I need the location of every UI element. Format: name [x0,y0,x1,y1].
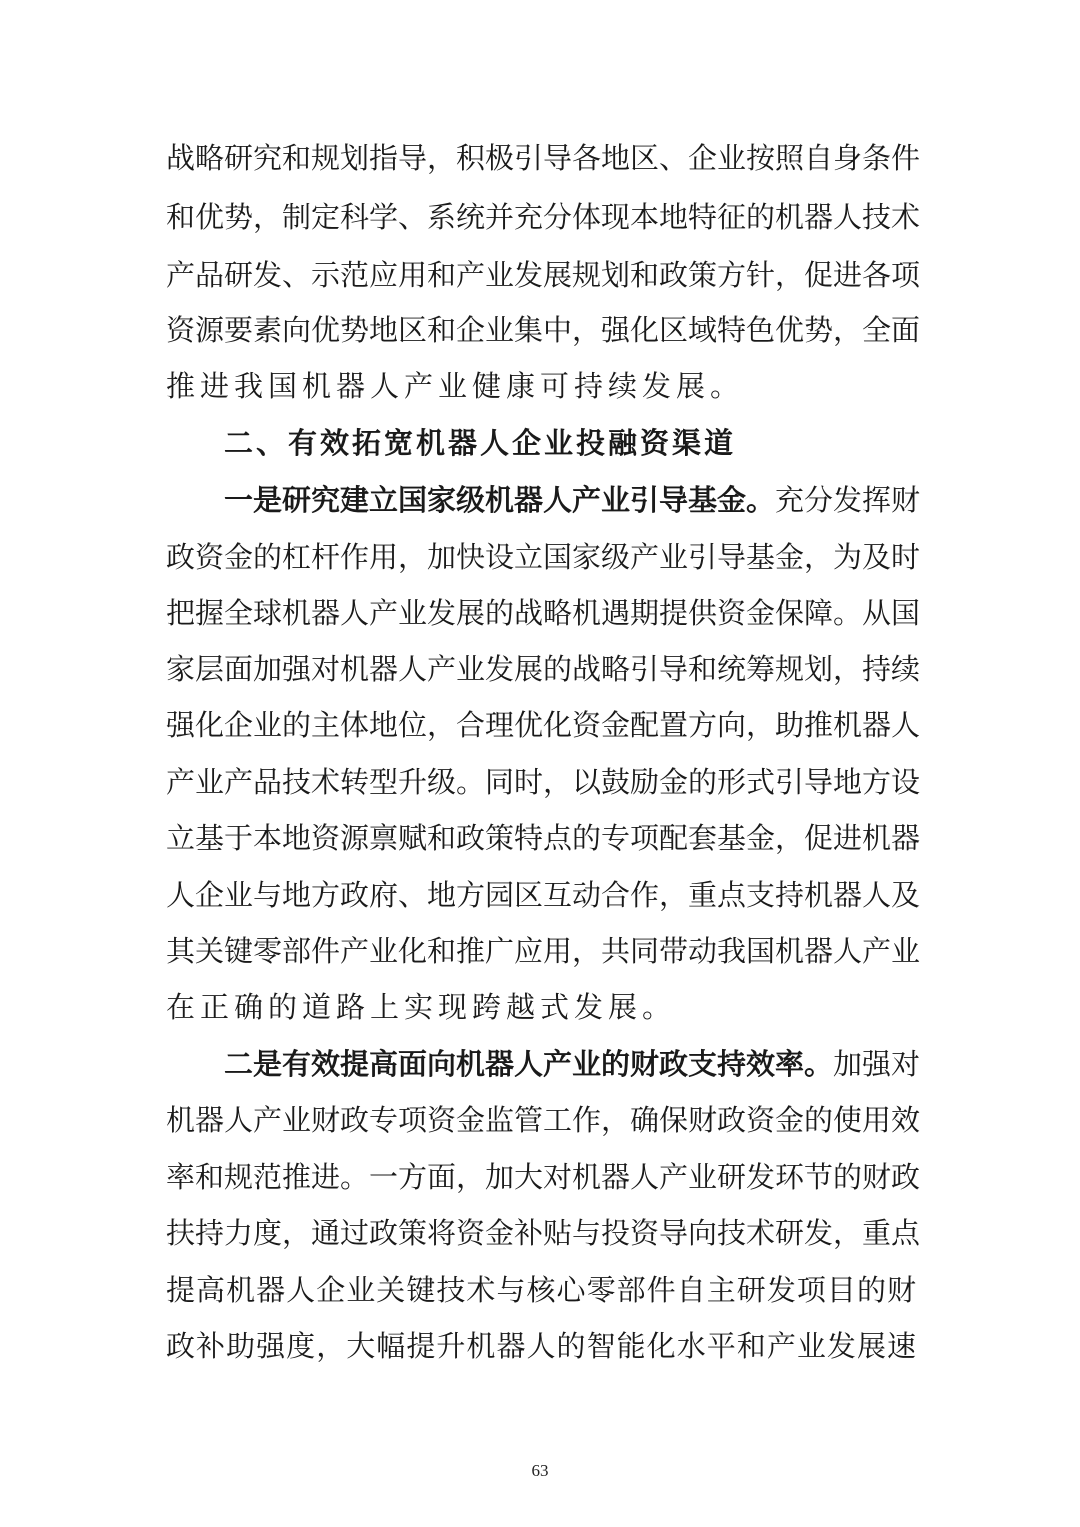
item2-first-line [224,1044,921,1084]
paragraph-line: 其关键零部件产业化和推广应用，共同带动我国机器人产业 [166,934,921,968]
item1-first-line-rest: 充分发挥财 [775,483,921,517]
paragraph-line: 产业产品技术转型升级。同时，以鼓励金的形式引导地方设 [166,765,921,799]
paragraph-line: 强化企业的主体地位，合理优化资金配置方向，助推机器人 [166,708,921,742]
item2-first-line-rest: 加强对 [833,1047,921,1081]
paragraph-line: 机器人产业财政专项资金监管工作，确保财政资金的使用效 [166,1103,921,1137]
paragraph-line: 资源要素向优势地区和企业集中，强化区域特色优势，全面 [166,313,921,347]
paragraph-line: 战略研究和规划指导，积极引导各地区、企业按照自身条件 [166,141,921,175]
paragraph-line: 推进我国机器人产业健康可持续发展。 [166,369,745,403]
section-heading: 二、有效拓宽机器人企业投融资渠道 [224,426,737,460]
paragraph-line: 人企业与地方政府、地方园区互动合作，重点支持机器人及 [166,878,921,912]
paragraph-line: 在正确的道路上实现跨越式发展。 [166,990,677,1024]
paragraph-line: 政资金的杠杆作用，加快设立国家级产业引导基金，为及时 [166,540,921,574]
paragraph-line: 和优势，制定科学、系统并充分体现本地特征的机器人技术 [166,200,921,234]
paragraph-line: 产品研发、示范应用和产业发展规划和政策方针，促进各项 [166,258,921,292]
paragraph-line: 率和规范推进。一方面，加大对机器人产业研发环节的财政 [166,1160,921,1194]
item1-lead: 一是研究建立国家级机器人产业引导基金。 [224,483,776,517]
paragraph-line: 家层面加强对机器人产业发展的战略引导和统筹规划，持续 [166,652,921,686]
paragraph-line: 立基于本地资源禀赋和政策特点的专项配套基金，促进机器 [166,821,921,855]
page-number: 63 [531,1461,549,1480]
paragraph-line: 提高机器人企业关键技术与核心零部件自主研发项目的财 [166,1273,916,1307]
item1-first-line [224,480,921,520]
paragraph-line: 政补助强度，大幅提升机器人的智能化水平和产业发展速 [166,1329,916,1363]
paragraph-line: 把握全球机器人产业发展的战略机遇期提供资金保障。从国 [166,596,921,630]
paragraph-line: 扶持力度，通过政策将资金补贴与投资导向技术研发，重点 [166,1216,921,1250]
item2-lead: 二是有效提高面向机器人产业的财政支持效率。 [224,1047,834,1081]
